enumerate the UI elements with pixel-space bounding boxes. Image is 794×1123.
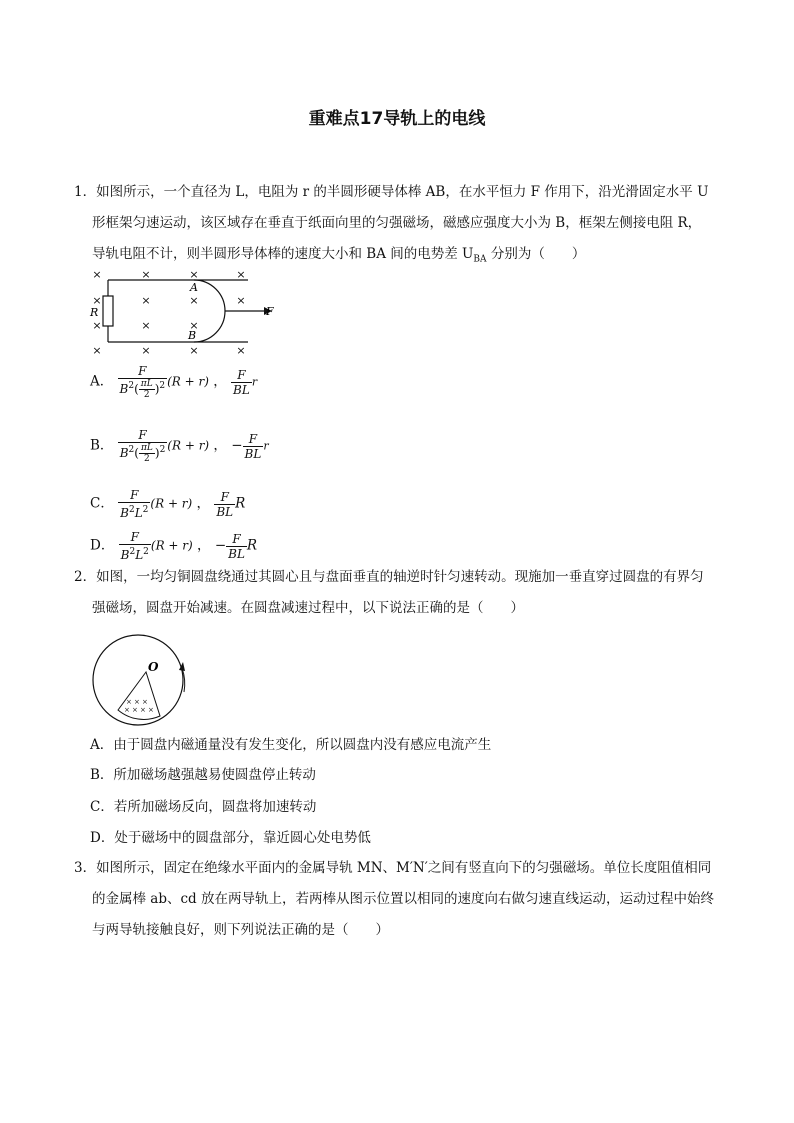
q1-rail-figure bbox=[86, 266, 286, 358]
q1-field-crosses bbox=[92, 268, 245, 357]
page-title: 重难点17导轨上的电线 bbox=[308, 109, 486, 129]
svg-text:×: × bbox=[236, 268, 246, 281]
q1-resistor-icon bbox=[103, 296, 113, 326]
q1-option-a[interactable]: A． F $B^2$( $\frac{\pi L}{2}$ )$^2$ (R + r) ， $\frac{F}{BL}$ r bbox=[90, 364, 258, 400]
velocity-fraction: $\frac{F}{B^2L^2}$ bbox=[120, 488, 149, 520]
svg-text:×: × bbox=[92, 294, 102, 307]
svg-text:×: × bbox=[148, 706, 154, 714]
q3-stem-line-3: 与两导轨接触良好，则下列说法正确的是（ ） bbox=[92, 922, 389, 938]
option-letter: D． bbox=[90, 537, 115, 554]
q1-label-r: R bbox=[90, 306, 99, 319]
q1-label-a: A bbox=[190, 281, 198, 294]
svg-text:×: × bbox=[142, 698, 148, 706]
potential-fraction: $\frac{F}{BL}$ bbox=[228, 531, 245, 561]
option-letter: A． bbox=[90, 373, 114, 390]
q2-option-c[interactable]: C．若所加磁场反向，圆盘将加速转动 bbox=[90, 799, 317, 815]
q3-stem-line-1: 3．如图所示，固定在绝缘水平面内的金属导轨 MN、M′N′之间有竖直向下的匀强磁场。单位长度阻值相同 bbox=[74, 860, 712, 876]
svg-text:×: × bbox=[189, 294, 199, 307]
option-letter: C． bbox=[90, 495, 114, 512]
svg-text:×: × bbox=[132, 706, 138, 714]
q2-stem-line-2: 强磁场，圆盘开始减速。在圆盘减速过程中，以下说法正确的是（ ） bbox=[92, 600, 524, 616]
q1-stem-line-1: 1．如图所示，一个直径为 L，电阻为 r 的半圆形硬导体棒 AB，在水平恒力 F 作用下，沿光滑固定水平 U bbox=[74, 184, 709, 200]
q1-stem-line-2: 形框架匀速运动，该区域存在垂直于纸面向里的匀强磁场，磁感应强度大小为 B，框架左侧接电阻 R， bbox=[92, 215, 702, 231]
svg-text:×: × bbox=[124, 706, 130, 714]
svg-text:×: × bbox=[134, 698, 140, 706]
svg-text:×: × bbox=[189, 344, 199, 357]
q2-disc-outline bbox=[93, 635, 183, 725]
svg-text:×: × bbox=[141, 294, 151, 307]
q1-label-b: B bbox=[188, 329, 197, 342]
q1-stem-line-3-text: 导轨电阻不计，则半圆形导体棒的速度大小和 BA 间的电势差 U bbox=[92, 246, 474, 262]
q1-option-c[interactable]: C． $\frac{F}{B^2L^2}$ (R + r) ， $\frac{F}{BL}$ R bbox=[90, 488, 246, 520]
q1-label-f: F bbox=[266, 305, 274, 318]
q2-option-a[interactable]: A．由于圆盘内磁通量没有发生变化，所以圆盘内没有感应电流产生 bbox=[90, 737, 492, 753]
q1-stem-line-3-tail: 分别为（ ） bbox=[486, 246, 586, 262]
svg-text:×: × bbox=[189, 268, 199, 281]
velocity-fraction: F $B^2$( $\frac{\pi L}{2}$ )$^2$ bbox=[119, 364, 166, 400]
q2-option-b[interactable]: B．所加磁场越强越易使圆盘停止转动 bbox=[90, 767, 316, 783]
velocity-fraction: $\frac{F}{B^2L^2}$ bbox=[120, 530, 149, 562]
velocity-fraction: F $B^2$( $\frac{\pi L}{2}$ )$^2$ bbox=[119, 428, 166, 464]
svg-text:×: × bbox=[236, 294, 246, 307]
svg-text:×: × bbox=[92, 268, 102, 281]
q1-option-b[interactable]: B． F $B^2$( $\frac{\pi L}{2}$ )$^2$ (R + r) ， − $\frac{F}{BL}$ r bbox=[90, 428, 269, 464]
svg-text:×: × bbox=[189, 319, 199, 332]
svg-text:×: × bbox=[141, 268, 151, 281]
potential-fraction: $\frac{F}{BL}$ bbox=[244, 431, 262, 461]
potential-fraction: $\frac{F}{BL}$ bbox=[233, 367, 250, 397]
svg-text:×: × bbox=[92, 319, 102, 332]
option-letter: B． bbox=[90, 437, 114, 454]
q3-stem-line-2: 的金属棒 ab、cd 放在两导轨上，若两棒从图示位置以相同的速度向右做匀速直线运动，运动过程中始终 bbox=[92, 891, 714, 907]
svg-text:×: × bbox=[141, 344, 151, 357]
q1-option-d[interactable]: D． $\frac{F}{B^2L^2}$ (R + r) ， − $\frac{F}{BL}$ R bbox=[90, 530, 258, 562]
svg-text:×: × bbox=[126, 698, 132, 706]
q2-disc-figure bbox=[88, 632, 188, 728]
q2-sector-crosses bbox=[124, 698, 154, 714]
q2-option-d[interactable]: D．处于磁场中的圆盘部分，靠近圆心处电势低 bbox=[90, 830, 371, 846]
q2-center-label: O bbox=[148, 660, 159, 674]
svg-text:×: × bbox=[92, 344, 102, 357]
svg-text:×: × bbox=[236, 344, 246, 357]
potential-fraction: $\frac{F}{BL}$ bbox=[216, 489, 234, 519]
q1-uba-subscript: BA bbox=[473, 254, 487, 265]
svg-text:×: × bbox=[140, 706, 146, 714]
q2-stem-line-1: 2．如图，一均匀铜圆盘绕通过其圆心且与盘面垂直的轴逆时针匀速转动。现施加一垂直穿过圆盘的有界匀 bbox=[74, 569, 704, 585]
svg-text:×: × bbox=[141, 319, 151, 332]
